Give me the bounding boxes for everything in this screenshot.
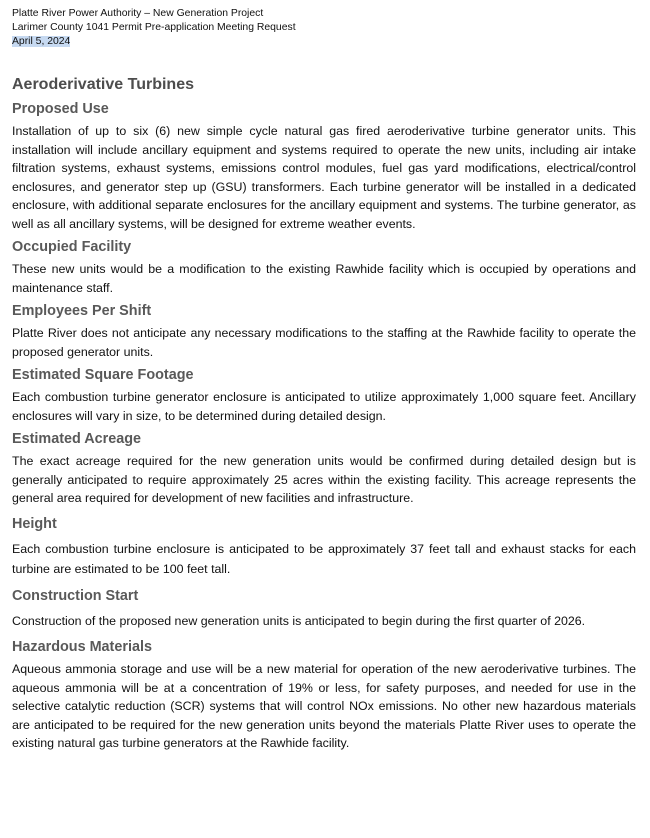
section-title: Aeroderivative Turbines	[12, 76, 194, 93]
section-square-footage	[12, 365, 636, 425]
document-page	[12, 0, 636, 753]
section-heading: Employees Per Shift	[12, 303, 152, 319]
section-height	[12, 514, 636, 580]
section-heading: Occupied Facility	[12, 239, 132, 255]
section-occupied-facility	[12, 237, 636, 297]
section-heading: Hazardous Materials	[12, 639, 152, 655]
section-hazardous-materials	[12, 637, 636, 753]
section-body: The exact acreage required for the new generation units would be confirmed during detailed design but is generally anticipated to require approximately 25 acres within the existing facility. This acreage represents the general area required for development of new facilities and infrastructure.	[12, 454, 636, 505]
section-heading: Height	[12, 515, 57, 532]
section-employees-per-shift	[12, 301, 636, 361]
section-construction-start	[12, 586, 636, 632]
section-body: Aqueous ammonia storage and use will be a new material for operation of the new aeroderivative turbines. The aqueous ammonia will be at a concentration of 19% or less, for safety purposes, and needed for use in the selective catalytic reduction (SCR) systems that will control NOx emissions. No other new hazardous materials are anticipated to be required for the new generation units beyond the materials Platte River uses to operate the existing natural gas turbine generators at the Rawhide facility.	[12, 662, 636, 750]
page-header	[12, 7, 636, 49]
header-subtitle: Larimer County 1041 Permit Pre-application Meeting Request	[12, 22, 296, 33]
section-body: Each combustion turbine enclosure is anticipated to be approximately 37 feet tall and exhaust stacks for each turbine are estimated to be 100 feet tall.	[12, 541, 636, 576]
section-body: Construction of the proposed new generation units is anticipated to begin during the first quarter of 2026.	[12, 613, 586, 628]
header-organization: Platte River Power Authority – New Generation Project	[12, 8, 264, 19]
section-heading: Estimated Square Footage	[12, 367, 194, 383]
header-date[interactable]: April 5, 2024	[12, 36, 71, 47]
section-body: Each combustion turbine generator enclosure is anticipated to utilize approximately 1,000 square feet. Ancillary enclosures will vary in size, to be determined during detailed design.	[12, 390, 636, 423]
section-body: These new units would be a modification to the existing Rawhide facility which is occupied by operations and maintenance staff.	[12, 262, 636, 295]
section-heading: Construction Start	[12, 587, 139, 604]
section-body: Platte River does not anticipate any necessary modifications to the staffing at the Rawhide facility to operate the proposed generator units.	[12, 326, 636, 359]
section-heading: Estimated Acreage	[12, 431, 142, 447]
section-body: Installation of up to six (6) new simple cycle natural gas fired aeroderivative turbine generator units. This installation will include ancillary equipment and systems required to operate the new units, including air intake filtration systems, exhaust systems, emissions control modules, fuel gas yard modifications, electrical/control enclosures, and generator step up (GSU) transformers. Each turbine generator will be installed in a dedicated enclosure, with additional separate enclosures for the ancillary equipment and systems. The turbine generator, as well as all ancillary systems, will be designed for extreme weather events.	[12, 124, 636, 231]
section-proposed-use	[12, 99, 636, 233]
section-heading: Proposed Use	[12, 101, 109, 117]
section-acreage	[12, 429, 636, 508]
